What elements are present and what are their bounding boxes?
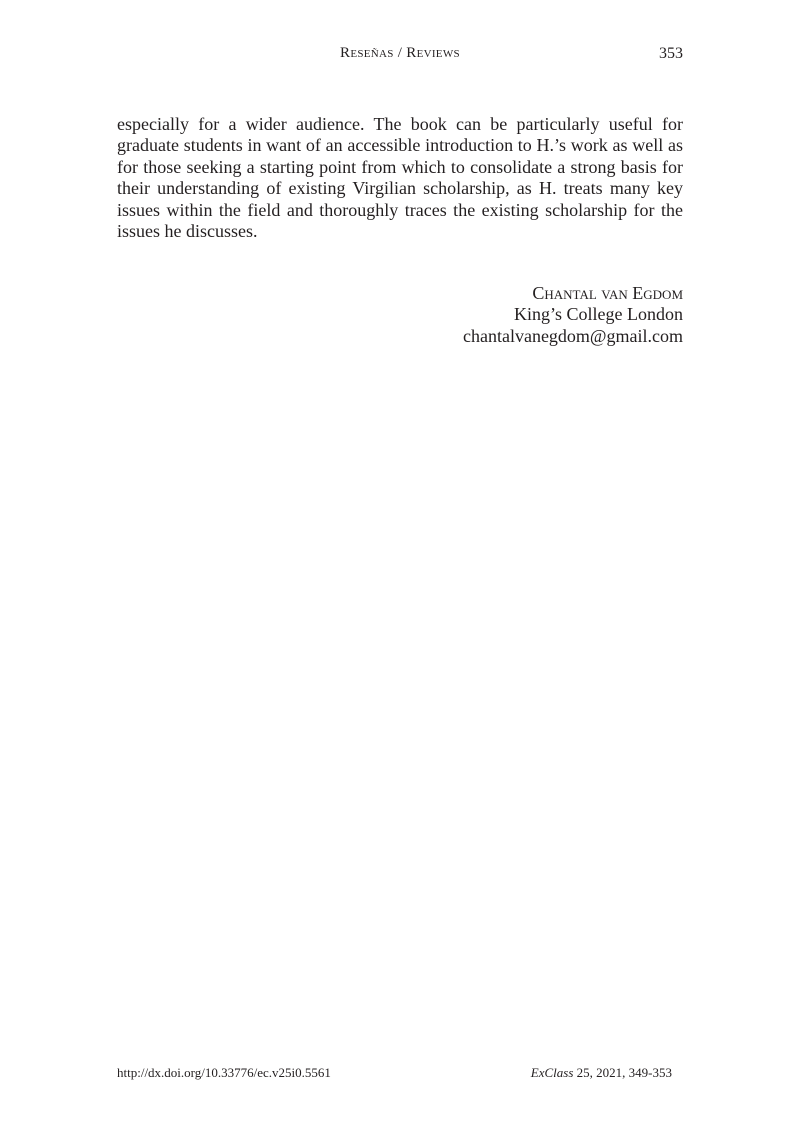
author-signature: [463, 283, 683, 347]
journal-name: ExClass: [530, 1065, 574, 1080]
author-name: Chantal van Egdom: [532, 283, 683, 303]
body-paragraph: especially for a wider audience. The book can be particularly useful for graduate students in want of an accessible introduction to H.’s work as well as for those seeking a starting point from which to consolidate a strong basis for their understanding of existing Virgilian scholarship, as H. treats many key issues within the field and thoroughly traces the existing scholarship for the issues he discusses.: [117, 114, 683, 242]
running-header: [117, 45, 683, 69]
page-number: 353: [659, 45, 683, 62]
author-affiliation: King’s College London: [514, 304, 683, 325]
journal-citation: [531, 1065, 672, 1081]
page-footer: [117, 1065, 672, 1085]
author-email: chantalvanegdom@gmail.com: [462, 325, 683, 346]
doi-link[interactable]: http://dx.doi.org/10.33776/ec.v25i0.5561: [117, 1065, 331, 1080]
citation-details: 25, 2021, 349-353: [576, 1065, 672, 1080]
running-title: Reseñas / Reviews: [340, 45, 460, 61]
